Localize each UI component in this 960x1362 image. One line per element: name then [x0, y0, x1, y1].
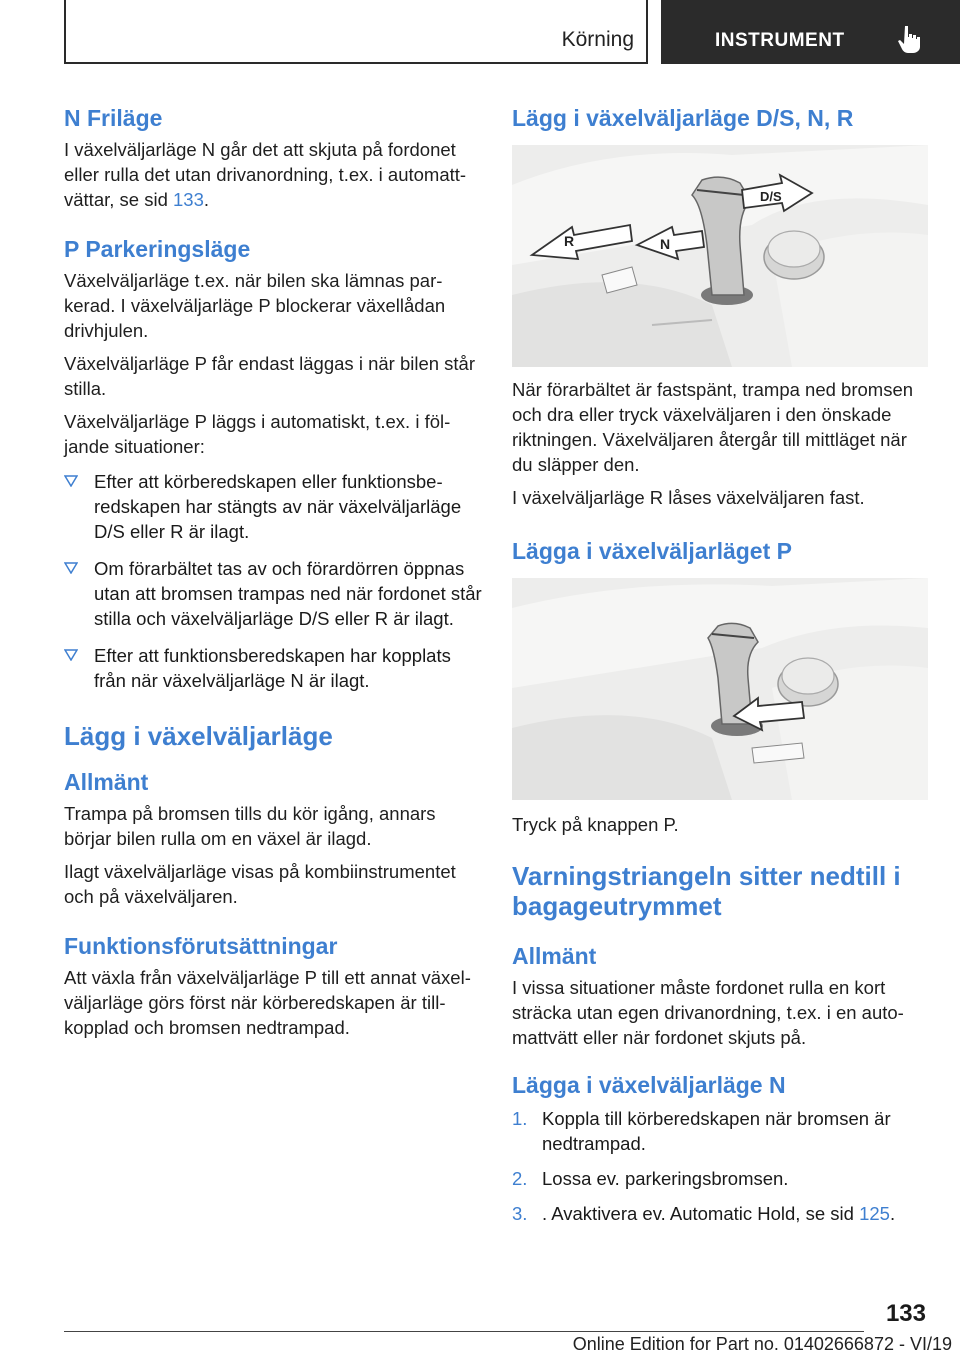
list-item: 3. . Avaktivera ev. Automatic Hold, se sid 125.	[512, 1203, 896, 1224]
para-park-1: Växelväljarläge t.ex. när bilen ska lämnas parkerad. I växelväljarläge P blockerar växellådan drivhjulen.	[64, 270, 446, 341]
chapter-title: Körning	[561, 28, 634, 51]
para-general-2: Ilagt växelväljarläge visas på kombiinstrumentet och på växelväljaren.	[64, 861, 456, 907]
list-item: 1. Koppla till körberedskapen när bromsen är nedtrampad.	[512, 1108, 891, 1154]
para-func: Att växla från växelväljarläge P till ett annat växelväljarläge görs först när körberedskapen är tillkopplad och bromsen nedtrampad.	[64, 967, 471, 1038]
footer-edition: Online Edition for Part no. 01402666872 - VI/19	[572, 1334, 952, 1354]
heading-n: Lägga i växelväljarläge N	[512, 1072, 786, 1098]
heading-general-left: Allmänt	[64, 769, 149, 795]
para-dsnr-2: I växelväljarläge R låses växelväljaren fast.	[512, 487, 865, 508]
para-neutral: I växelväljarläge N går det att skjuta på fordonet eller rulla det utan drivanordning, t.ex. i automattvättar, se sid 133.	[64, 139, 467, 210]
para-general-right: I vissa situationer måste fordonet rulla en kort sträcka utan egen drivanordning, t.ex. i en automattvätt eller när fordonet skjuts på.	[512, 977, 904, 1048]
list-item: 2. Lossa ev. parkeringsbromsen.	[512, 1168, 789, 1189]
list-item: Om förarbältet tas av och förardörren öppnas utan att bromsen trampas ned när fordonet står stilla och växelväljarläge D/S eller R är ilagt.	[64, 556, 482, 631]
list-item: Efter att funktionsberedskapen har kopplats från när växelväljarläge N är ilagt.	[64, 643, 482, 693]
left-column	[64, 103, 482, 1040]
section-title: INSTRUMENT	[715, 30, 845, 51]
para-park-3: Växelväljarläge P läggs i automatiskt, t.ex. i följande situationer:	[64, 411, 451, 457]
triangle-bullet-icon	[64, 562, 78, 574]
page-link-133[interactable]: 133	[173, 189, 204, 210]
header-chapter-box	[64, 0, 648, 64]
heading-p: Lägga i växelväljarläget P	[512, 538, 792, 564]
triangle-bullet-icon	[64, 649, 78, 661]
gear-selector-illustration-p	[512, 578, 928, 800]
pointing-hand-icon	[896, 24, 922, 54]
right-column	[512, 103, 932, 1226]
para-dsnr-1: När förarbältet är fastspänt, trampa ned bromsen och dra eller tryck växelväljaren i den önskade riktningen. Växelväljaren återgår till mittläget när du släpper den.	[512, 379, 914, 475]
heading-triangle: Varningstriangeln sitter nedtill i bagageutrymmet	[512, 861, 901, 921]
para-general-1: Trampa på bromsen tills du kör igång, annars börjar bilen rulla om en växel är ilagd.	[64, 803, 436, 849]
page-link-125[interactable]: 125	[859, 1203, 890, 1224]
page-number: 133	[885, 1300, 926, 1327]
heading-func: Funktionsförutsättningar	[64, 933, 338, 959]
label-ds: D/S	[760, 189, 782, 204]
heading-engage: Lägg i växelväljarläge	[64, 721, 333, 751]
triangle-bullet-icon	[64, 475, 78, 487]
label-n: N	[660, 236, 671, 252]
gear-selector-illustration-dsnr	[512, 145, 928, 367]
label-r: R	[564, 233, 575, 249]
heading-neutral: N Friläge	[64, 105, 163, 131]
heading-park: P Parkeringsläge	[64, 236, 251, 262]
heading-dsnr: Lägg i växelväljarläge D/S, N, R	[512, 105, 854, 131]
header-section-box	[661, 0, 960, 64]
para-park-2: Växelväljarläge P får endast läggas i när bilen står stilla.	[64, 353, 476, 399]
heading-general-right: Allmänt	[512, 943, 597, 969]
footer-divider	[64, 1331, 864, 1332]
para-p: Tryck på knappen P.	[512, 814, 679, 835]
list-item: Efter att körberedskapen eller funktionsberedskapen har stängts av när växelväljarläge D/S eller R är ilagt.	[64, 469, 482, 544]
